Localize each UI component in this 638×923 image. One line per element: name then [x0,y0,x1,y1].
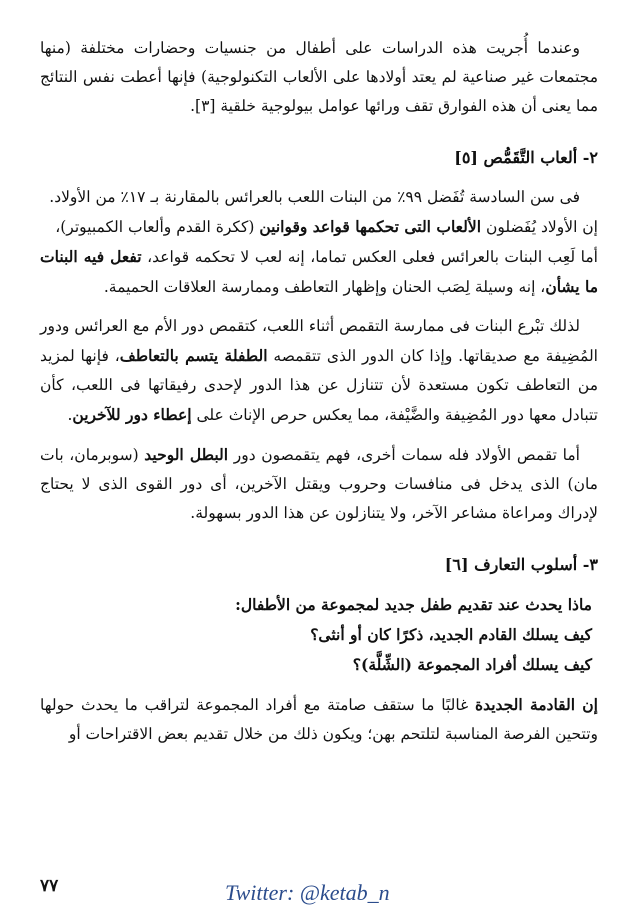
bold-text: البطل الوحيد [144,445,229,464]
paragraph-text: . [67,406,73,424]
bold-text: الطفلة يتسم بالتعاطف [119,346,268,365]
paragraph-new-girl [40,690,598,749]
bold-text: تفعل فيه البنات ما يشأن [40,247,598,296]
page-number: ٧٧ [40,876,59,896]
bold-text: إعطاء دور للآخرين [72,405,192,424]
paragraph-text: إن الأولاد يُفَضلون [481,218,598,236]
question-newcomer: كيف يسلك القادم الجديد، ذكرًا كان أو أنثى؟ [310,625,592,644]
section-heading-role-play: ٢- ألعاب التَّقَمُّص [٥] [454,148,598,167]
paragraph-boys-games [40,212,598,242]
paragraph-text: ، إنه وسيلة لِصَب الحنان وإظهار التعاطف وممارسة العلاقات الحميمة. [103,278,546,296]
paragraph-boys-roleplay [40,440,598,528]
question-intro: ماذا يحدث عند تقديم طفل جديد لمجموعة من الأطفال: [235,595,592,614]
paragraph-girls-dolls [40,242,598,302]
paragraph-text: ، فإنها لمزيد من التعاطف تكون مستعدة لأن تتنازل عن هذا الدور لإحدى رفيقاتها فى اللعب، كأن تتبادل معها دور المُضِيفة والضَّيْفة، مما يعكس حرص الإناث على [40,347,598,424]
paragraph-girls-roleplay [40,312,598,430]
paragraph-text: وعندما أُجريت هذه الدراسات على أطفال من جنسيات وحضارات مختلفة (منها مجتمعات غير صناعية لم يعتد أولادها على الألعاب التكنولوجية) فإنها أعطت نفس النتائج مما يعنى أن هذه الفوارق تقف ورائها عوامل بيولوجية خلقية [٣]. [40,39,598,115]
paragraph-studies [40,34,598,121]
bold-text: إن القادمة الجديدة [474,695,598,714]
bold-text: الألعاب التى تحكمها قواعد وقوانين [259,217,482,236]
paragraph-text: أما تقمص الأولاد فله سمات أخرى، فهم يتقمصون دور [228,446,580,464]
paragraph-text: (سوبرمان، بات مان) الذى يدخل فى منافسات وحروب ويقتل الآخرين، أى دور القوى الذى لا يحتاج لإدراك ومراعاة مشاعر الآخر، ولا يتنازلون عن هذا الدور بسهولة. [40,446,598,522]
section-heading-acquaintance: ٣- أسلوب التعارف [٦] [444,555,598,574]
paragraph-text: (ككرة القدم وألعاب الكمبيوتر)، [55,218,260,236]
paragraph-text: غالبًا ما ستقف صامتة مع أفراد المجموعة لتراقب ما يحدث حولها وتتحين الفرصة المناسبة لتلتحم بهن؛ ويكون ذلك من خلال تقديم بعض الاقتراحات أو [40,696,598,743]
page-body [40,34,598,749]
paragraph-text: لذلك تبْرع البنات فى ممارسة التقمص أثناء اللعب، كتقمص دور الأم مع العرائس ودور المُضِيفة مع صديقاتها. وإذا كان الدور الذى تتقمصه [40,317,598,365]
twitter-credit: Twitter: @ketab_n [225,880,390,905]
question-group: كيف يسلك أفراد المجموعة (الشِّلَّة)؟ [352,655,592,674]
paragraph-age-six: فى سن السادسة تُفَضل ٩٩٪ من البنات اللعب بالعرائس بالمقارنة بـ ١٧٪ من الأولاد. [49,188,580,206]
paragraph-text: أما لَعِب البنات بالعرائس فعلى العكس تماما، إنه لعب لا تحكمه قواعد، [141,248,598,266]
